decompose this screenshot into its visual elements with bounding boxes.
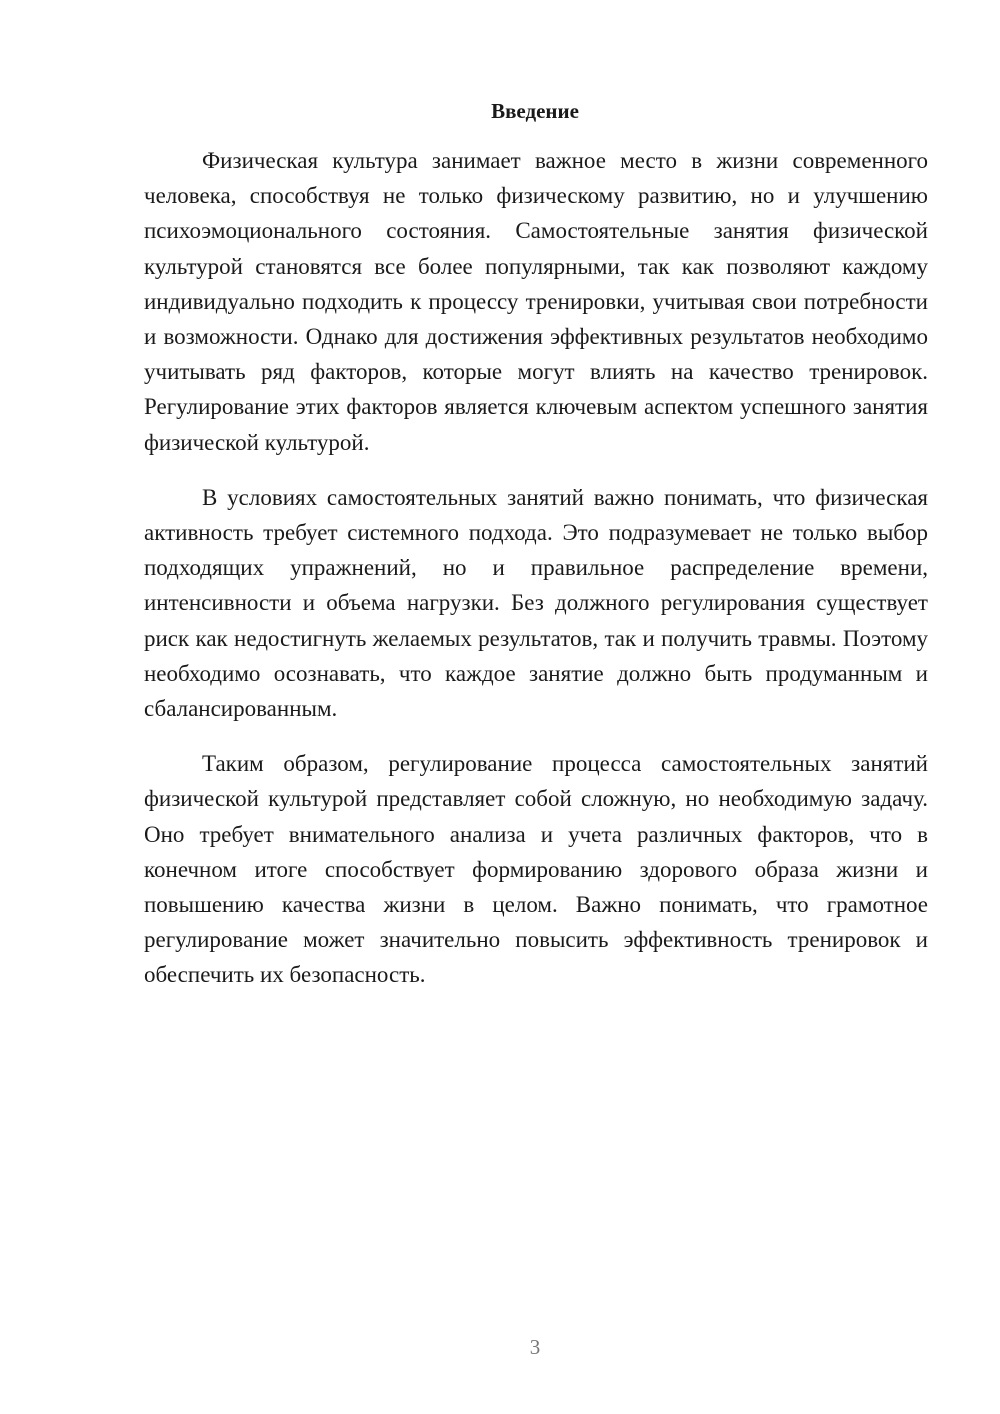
paragraph-1: Физическая культура занимает важное место в жизни современного человека, способствуя не только физическому развитию, но и улучшению психоэмоционального состояния. Самостоятельные занятия физической культурой становятся все более популярными, так как позволяют каждому индивидуально подходить к процессу тренировки, учитывая свои потребности и возможности. Однако для достижения эффективных результатов необходимо учитывать ряд факторов, которые могут влиять на качество тренировок. Регулирование этих факторов является ключевым аспектом успешного занятия физической культурой. — [144, 148, 928, 455]
paragraph-2: В условиях самостоятельных занятий важно понимать, что физическая активность требует системного подхода. Это подразумевает не только выбор подходящих упражнений, но и правильное распределение времени, интенсивности и объема нагрузки. Без должного регулирования существует риск как недостигнуть желаемых результатов, так и получить травмы. Поэтому необходимо осознавать, что каждое занятие должно быть продуманным и сбалансированным. — [144, 484, 928, 722]
paragraph-3: Таким образом, регулирование процесса самостоятельных занятий физической культурой представляет собой сложную, но необходимую задачу. Оно требует внимательного анализа и учета различных факторов, что в конечном итоге способствует формированию здорового образа жизни и повышению качества жизни в целом. Важно понимать, что грамотное регулирование может значительно повысить эффективность тренировок и обеспечить их безопасность. — [144, 751, 928, 988]
page-title: Введение — [491, 99, 579, 123]
body-text — [144, 143, 928, 1013]
page-number: 3 — [529, 1335, 541, 1359]
